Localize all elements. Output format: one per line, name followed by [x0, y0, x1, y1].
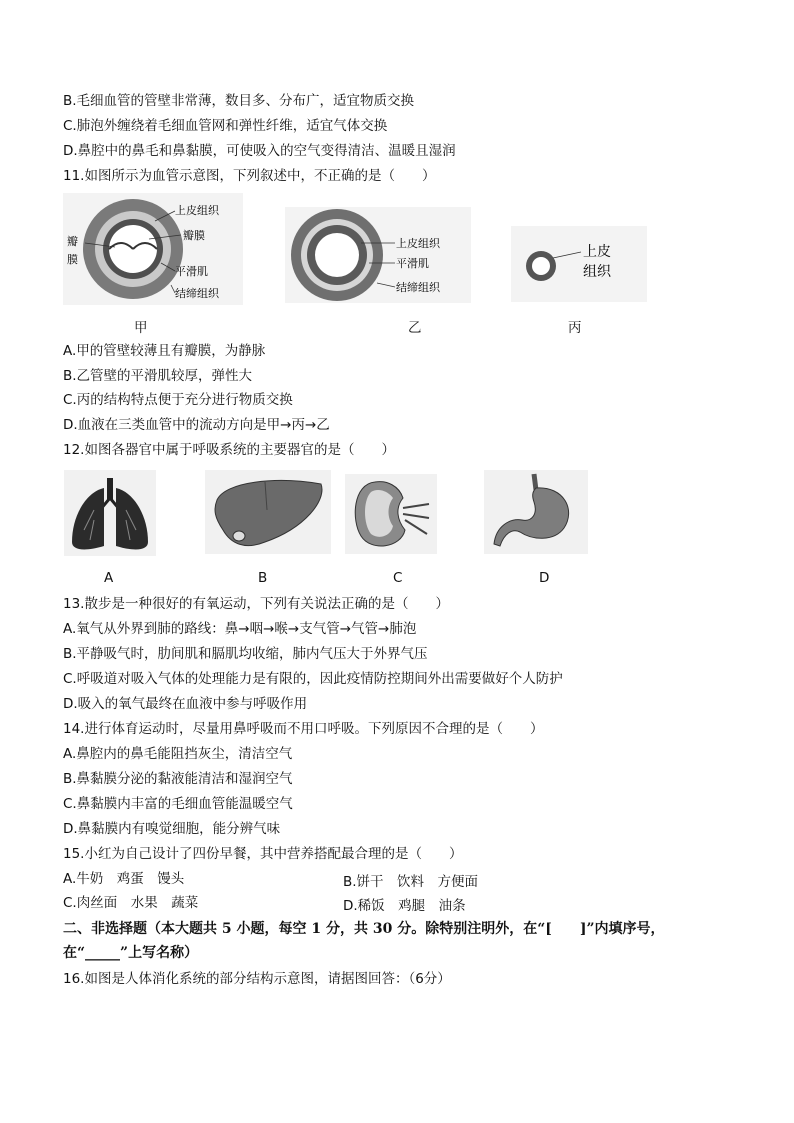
q15-option-a: A.牛奶 鸡蛋 馒头: [63, 871, 185, 887]
q15-option-b: B.饼干 饮料 方便面: [343, 874, 479, 890]
q13-option-c: C.呼吸道对吸入气体的处理能力是有限的，因此疫情防控期间外出需要做好个人防护: [63, 671, 563, 687]
q14-option-b: B.鼻黏膜分泌的黏液能清洁和湿润空气: [63, 771, 293, 787]
jia-label-conn: 结缔组织: [175, 287, 219, 300]
organ-lungs-figure: [64, 470, 156, 556]
vessel-yi-figure: [285, 207, 471, 303]
yi-label-epi: 上皮组织: [396, 237, 440, 250]
q14-option-d: D.鼻黏膜内有嗅觉细胞，能分辨气味: [63, 821, 281, 837]
caption-d: D: [539, 570, 550, 586]
yi-label-muscle: 平滑肌: [396, 257, 429, 270]
q15-stem: 15.小红为自己设计了四份早餐，其中营养搭配最合理的是（ ）: [63, 846, 463, 862]
yi-label-conn: 结缔组织: [396, 281, 440, 294]
q10-option-d: D.鼻腔中的鼻毛和鼻黏膜，可使吸入的空气变得清洁、温暖且湿润: [63, 143, 456, 159]
jia-label-epi: 上皮组织: [175, 204, 219, 217]
q13-option-a: A.氧气从外界到肺的路线：鼻→咽→喉→支气管→气管→肺泡: [63, 621, 417, 637]
bing-label-epi-1: 上皮: [583, 244, 611, 260]
caption-bing: 丙: [568, 320, 582, 336]
q15-option-c: C.肉丝面 水果 蔬菜: [63, 895, 199, 911]
jia-label-valve: 瓣膜: [183, 229, 205, 242]
caption-yi: 乙: [408, 320, 422, 336]
caption-b: B: [258, 570, 268, 586]
organ-stomach-figure: [484, 470, 588, 554]
section2-heading-line1: 二、非选择题（本大题共 5 小题，每空 1 分，共 30 分。除特别注明外，在“[ ]”内填序号，: [63, 921, 665, 937]
q11-option-d: D.血液在三类血管中的流动方向是甲→丙→乙: [63, 417, 330, 433]
q11-option-b: B.乙管壁的平滑肌较厚，弹性大: [63, 368, 253, 384]
q16-stem: 16.如图是人体消化系统的部分结构示意图，请据图回答：（6分）: [63, 971, 451, 987]
q10-option-c: C.肺泡外缠绕着毛细血管网和弹性纤维，适宜气体交换: [63, 118, 388, 134]
bing-label-epi-2: 组织: [583, 264, 611, 280]
section2-heading-line2: 在“_____”上写名称）: [63, 945, 199, 961]
jia-label-muscle: 平滑肌: [175, 265, 208, 278]
jia-label-valve-left-1: 瓣: [67, 235, 78, 248]
jia-label-valve-left-2: 膜: [67, 253, 78, 266]
organ-liver-figure: [205, 470, 331, 554]
q13-stem: 13.散步是一种很好的有氧运动，下列有关说法正确的是（ ）: [63, 596, 449, 612]
q10-option-b: B.毛细血管的管壁非常薄，数目多、分布广，适宜物质交换: [63, 93, 415, 109]
caption-jia: 甲: [134, 320, 148, 336]
q15-option-d: D.稀饭 鸡腿 油条: [343, 898, 466, 914]
q14-stem: 14.进行体育运动时，尽量用鼻呼吸而不用口呼吸。下列原因不合理的是（ ）: [63, 721, 544, 737]
q11-option-a: A.甲的管壁较薄且有瓣膜，为静脉: [63, 343, 266, 359]
q14-option-a: A.鼻腔内的鼻毛能阻挡灰尘，清洁空气: [63, 746, 293, 762]
organ-kidney-figure: [345, 474, 437, 554]
caption-a: A: [104, 570, 114, 586]
q14-option-c: C.鼻黏膜内丰富的毛细血管能温暖空气: [63, 796, 293, 812]
q13-option-b: B.平静吸气时，肋间肌和膈肌均收缩，肺内气压大于外界气压: [63, 646, 428, 662]
q11-stem: 11.如图所示为血管示意图，下列叙述中，不正确的是（ ）: [63, 168, 436, 184]
q13-option-d: D.吸入的氧气最终在血液中参与呼吸作用: [63, 696, 308, 712]
q11-option-c: C.丙的结构特点便于充分进行物质交换: [63, 392, 293, 408]
q12-stem: 12.如图各器官中属于呼吸系统的主要器官的是（ ）: [63, 442, 395, 458]
vessel-jia-figure: [63, 193, 243, 305]
caption-c: C: [393, 570, 403, 586]
vessel-bing-figure: [511, 226, 647, 302]
